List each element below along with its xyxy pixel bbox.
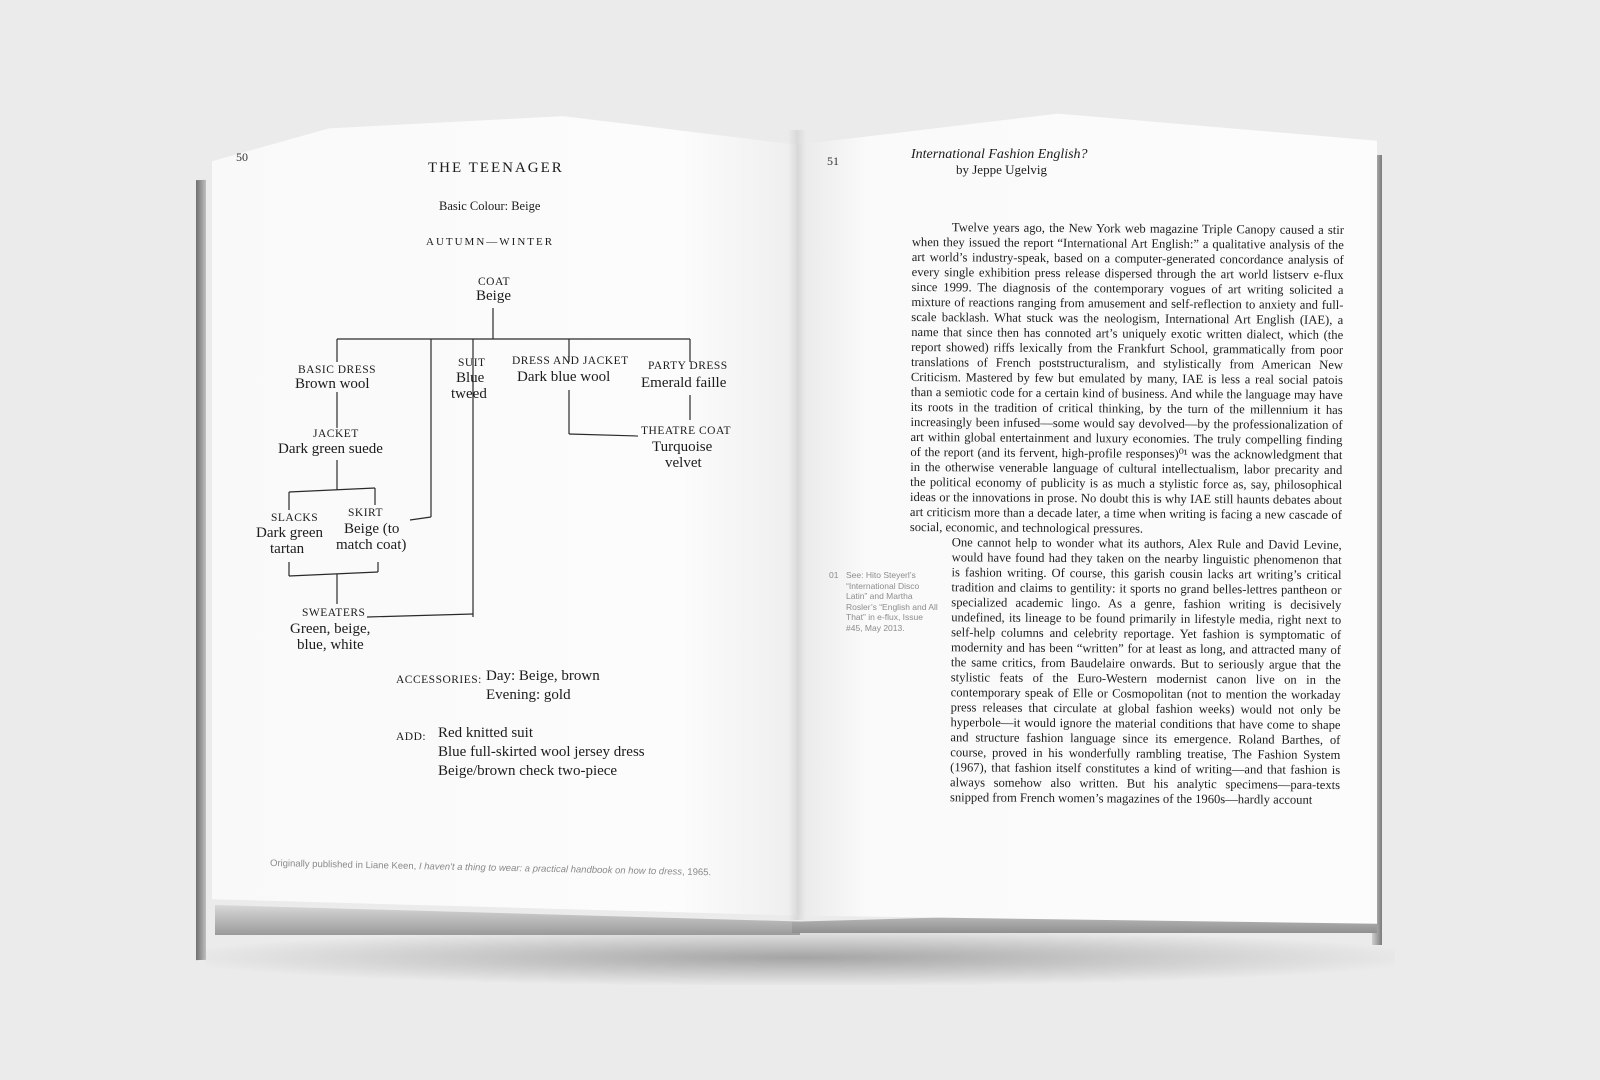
add-item-2: Blue full-skirted wool jersey dress xyxy=(438,744,645,760)
coat-value: Beige xyxy=(476,288,511,304)
article-body xyxy=(908,220,1344,808)
season-label: AUTUMN—WINTER xyxy=(426,236,555,248)
footnote-text: See: Hito Steyerl’s “International Disco Latin” and Martha Rosler’s “English and All That” in e-flux, Issue #45, May 2013. xyxy=(846,570,938,633)
suit-label: SUIT xyxy=(458,357,486,369)
source-caption: Originally published in Liane Keen, I haven't a thing to wear: a practical handbook on how to dress, 1965. xyxy=(269,858,712,879)
left-page-number: 50 xyxy=(236,150,248,164)
theatre-coat-value-line1: Turquoise xyxy=(652,439,713,455)
add-item-1: Red knitted suit xyxy=(438,725,533,741)
dress-and-jacket-value: Dark blue wool xyxy=(517,369,611,385)
book-left-edge xyxy=(196,180,206,960)
footnote-number: 01 xyxy=(829,570,839,580)
theatre-coat-label: THEATRE COAT xyxy=(641,425,732,437)
jacket-label: JACKET xyxy=(313,428,359,440)
add-item-3: Beige/brown check two-piece xyxy=(438,763,618,779)
sweaters-value-line1: Green, beige, xyxy=(290,621,371,637)
dress-and-jacket-label: DRESS AND JACKET xyxy=(512,355,629,367)
slacks-value-line1: Dark green xyxy=(256,525,324,541)
accessories-label: ACCESSORIES: xyxy=(396,674,482,686)
sweaters-label: SWEATERS xyxy=(302,607,366,619)
book-shadow xyxy=(205,930,1395,985)
article-author: by Jeppe Ugelvig xyxy=(956,162,1047,177)
coat-label: COAT xyxy=(478,276,511,288)
add-label: ADD: xyxy=(396,731,427,743)
skirt-value-line2: match coat) xyxy=(336,537,407,553)
footnote xyxy=(829,570,939,633)
accessories-day: Day: Beige, brown xyxy=(486,668,600,684)
article-paragraph-1: Twelve years ago, the New York web magazine Triple Canopy caused a stir when they issued the report “International Art English:” a qualitative analysis of the art world’s industry-speak, based on a computer-generated concordance analysis of every single exhibition press release dispersed through the art world listserv e-flux since 1999. The diagnosis of the contemporary vogues of art writing solicited a mixture of reactions ranging from amusement and self-reflection to anxiety and full-scale backlash. What stuck was the neologism, International Art English (IAE), a name that since then has connoted art’s uniquely exotic written dialect, which (the report showed) riffs lexically from the Frankfurt School, grammatically from poor translations of French poststructuralism, and stylistically from American New Criticism. Mastered by few but emulated by many, IAE is less a real social patois than a semiotic code for a certain kind of business. And while the language may have its roots in the tradition of critical thinking, by the turn of the millennium it has increasingly been infused—some would say devolved—by the professionalization of art within global entertainment and luxury economies. The truly compelling finding of the report (and its fervent, high-profile responses)⁰¹ was the acknowledgment that in the otherwise venerable language of cultural intellectualism, labor precarity and the political economy of publicity is as much a stylistic force as, say, philosophical ideas or the innovations in prose. No doubt this is why IAE still haunts debates about art criticism more than a decade later, a time when writing is facing a new cascade of social, economic, and technological pressures. xyxy=(909,220,1344,536)
jacket-value: Dark green suede xyxy=(278,441,383,457)
right-page-number: 51 xyxy=(827,154,839,168)
sweaters-value-line2: blue, white xyxy=(297,637,364,653)
suit-value-line2: tweed xyxy=(451,386,487,402)
slacks-label: SLACKS xyxy=(271,512,319,524)
basic-dress-label: BASIC DRESS xyxy=(298,364,377,376)
page-title: THE TEENAGER xyxy=(428,160,564,176)
article-title: International Fashion English? xyxy=(911,147,1088,162)
party-dress-value: Emerald faille xyxy=(641,375,727,391)
basic-dress-value: Brown wool xyxy=(295,376,370,392)
article-paragraph-2: One cannot help to wonder what its authors, Alex Rule and David Levine, would have found had they taken on the nearby linguistic phenomenon that is fashion writing. Of course, this garish cousin lacks art writing’s critical tradition and claims to gentility: it sports no grand belles-lettres pantheon or specialized academic lingo. As a genre, fashion writing is decisively undefined, its lineage to be found primarily in lifestyle media, right next to self-help columns and celebrity reportage. Yet fashion is symptomatic of modernity and has been “written” for at least as long, and attracted many of the same critics, from Baudelaire onwards. But to seriously argue that the stylistic feats of the Euro-Western modernist canon live on in the contemporary speak of Elle or Cosmopolitan (not to mention the workaday press releases that circulate at global fashion weeks) would not only be hyperbole—it would ignore the material conditions that have come to shape and structure fashion language since its emergence. Roland Barthes, of course, proved in his wonderfully rambling treatise, The Fashion System (1967), that fashion itself constitutes a kind of writing—and that fashion is always somehow also written. But his analytic specimens—para-texts snipped from French women’s magazines of the 1960s—hardly account xyxy=(949,535,1342,807)
accessories-evening: Evening: gold xyxy=(486,687,571,703)
basic-colour: Basic Colour: Beige xyxy=(439,199,541,213)
skirt-label: SKIRT xyxy=(348,507,384,519)
slacks-value-line2: tartan xyxy=(270,541,305,557)
suit-value-line1: Blue xyxy=(456,370,485,386)
party-dress-label: PARTY DRESS xyxy=(648,360,728,372)
skirt-value-line1: Beige (to xyxy=(344,521,400,537)
theatre-coat-value-line2: velvet xyxy=(665,455,702,471)
